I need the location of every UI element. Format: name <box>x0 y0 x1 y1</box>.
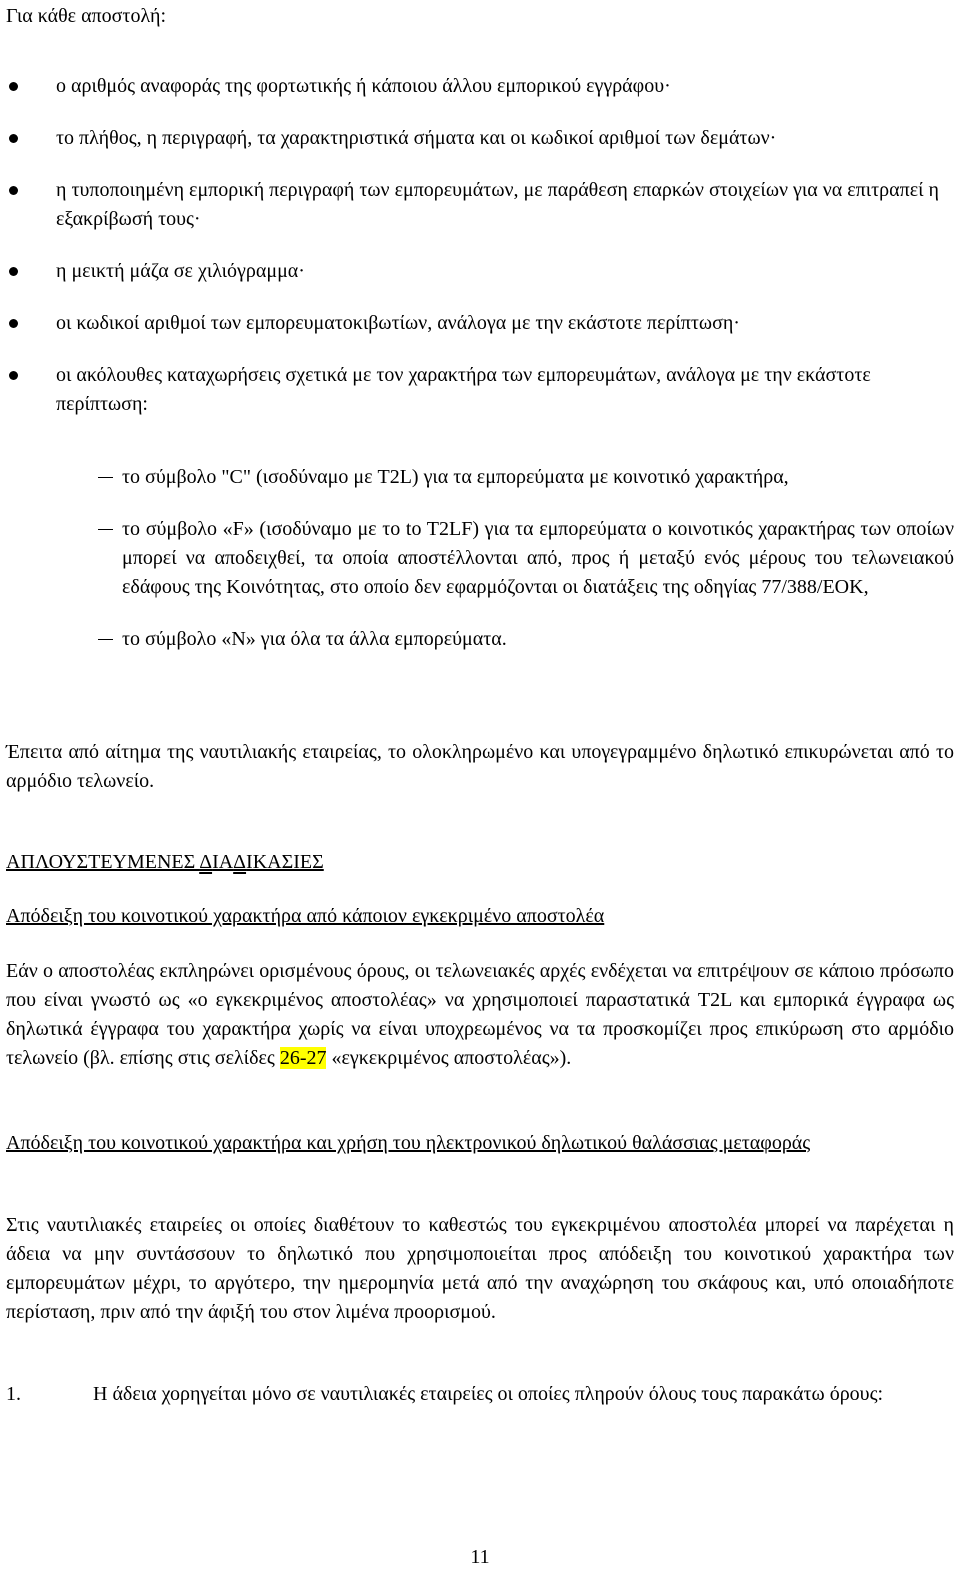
item-number: 1. <box>6 1383 21 1405</box>
bullet-icon <box>9 186 18 195</box>
list-item: η τυποποιημένη εμπορική περιγραφή των εμπορευμάτων, με παράθεση επαρκών στοιχείων για να επιτραπεί η εξακρίβωσή τους· <box>6 176 954 234</box>
highlighted-page-range: 26-27 <box>279 1047 327 1069</box>
numbered-item <box>6 1380 954 1409</box>
subheading-electronic-manifest: Απόδειξη του κοινοτικού χαρακτήρα και χρήση του ηλεκτρονικού δηλωτικού θαλάσσιας μεταφοράς <box>6 1132 811 1154</box>
dash-list <box>98 463 954 677</box>
bullet-icon <box>9 82 18 91</box>
list-item: οι κωδικοί αριθμοί των εμπορευματοκιβωτίων, ανάλογα με την εκάστοτε περίπτωση· <box>6 309 954 338</box>
page-number: 11 <box>470 1546 490 1568</box>
list-item: η μεικτή μάζα σε χιλιόγραμμα· <box>6 257 954 286</box>
section-title: ΑΠΛΟΥΣΤΕΥΜΕΝΕΣ ΔΙΑΔΙΚΑΣΙΕΣ <box>6 851 324 873</box>
dash-icon <box>98 477 113 478</box>
list-item: ο αριθμός αναφοράς της φορτωτικής ή κάποιου άλλου εμπορικού εγγράφου· <box>6 72 954 101</box>
dash-icon <box>98 639 113 640</box>
bullet-icon <box>9 371 18 380</box>
list-item: το σύμβολο "C" (ισοδύναμο με T2L) για τα εμπορεύματα με κοινοτικό χαρακτήρα, <box>98 463 954 492</box>
intro-text: Για κάθε αποστολή: <box>6 5 167 27</box>
paragraph-shipping-companies: Στις ναυτιλιακές εταιρείες οι οποίες διαθέτουν το καθεστώς του εγκεκριμένου αποστολέα μπορεί να παρέχεται η άδεια να μην συντάσσουν το δηλωτικό που χρησιμοποιείται προς απόδειξη του κοινοτικού χαρακτήρα των εμπορευμάτων μέχρι, το αργότερο, την ημερομηνία μετά από την αναχώρηση του σκάφους και, υπό οποιαδήποτε περίσταση, πριν από την άφιξή του στον λιμένα προορισμού. <box>6 1214 954 1323</box>
paragraph-authorised-consignor: Εάν ο αποστολέας εκπληρώνει ορισμένους όρους, οι τελωνειακές αρχές ενδέχεται να επιτρέψουν σε κάποιο πρόσωπο που είναι γνωστό ως «ο εγκεκριμένος αποστολέας» να χρησιμοποιεί παραστατικά T2L και εμπορικά έγγραφα ως δηλωτικά έγγραφα του χαρακτήρα χωρίς να είναι υποχρεωμένος να τα προσκομίζει προς επικύρωση στο αρμόδιο τελωνείο (βλ. επίσης στις σελίδες 26-27 «εγκεκριμένος αποστολέας»). <box>6 960 954 1069</box>
paragraph-validation: Έπειτα από αίτημα της ναυτιλιακής εταιρείας, το ολοκληρωμένο και υπογεγραμμένο δηλωτικό επικυρώνεται από το αρμόδιο τελωνείο. <box>6 741 954 792</box>
bullet-icon <box>9 319 18 328</box>
bullet-icon <box>9 134 18 143</box>
list-item: οι ακόλουθες καταχωρήσεις σχετικά με τον χαρακτήρα των εμπορευμάτων, ανάλογα με την εκάστοτε περίπτωση: <box>6 361 954 419</box>
list-item: το πλήθος, η περιγραφή, τα χαρακτηριστικά σήματα και οι κωδικοί αριθμοί των δεμάτων· <box>6 124 954 153</box>
dash-icon <box>98 529 113 530</box>
list-item: το σύμβολο «N» για όλα τα άλλα εμπορεύματα. <box>98 625 954 654</box>
bullet-icon <box>9 267 18 276</box>
bullet-list <box>6 72 954 442</box>
list-item: το σύμβολο «F» (ισοδύναμο με το to T2LF) για τα εμπορεύματα ο κοινοτικός χαρακτήρας των οποίων μπορεί να αποδειχθεί, τα οποία αποστέλλονται από, προς ή μεταξύ ενός μέρους του τελωνειακού εδάφους της Κοινότητας, στο οποίο δεν εφαρμόζονται οι διατάξεις της οδηγίας 77/388/ΕΟΚ, <box>98 515 954 602</box>
subheading-authorised-consignor: Απόδειξη του κοινοτικού χαρακτήρα από κάποιον εγκεκριμένο αποστολέα <box>6 905 605 927</box>
item-text: Η άδεια χορηγείται μόνο σε ναυτιλιακές εταιρείες οι οποίες πληρούν όλους τους παρακάτω όρους: <box>93 1383 884 1405</box>
